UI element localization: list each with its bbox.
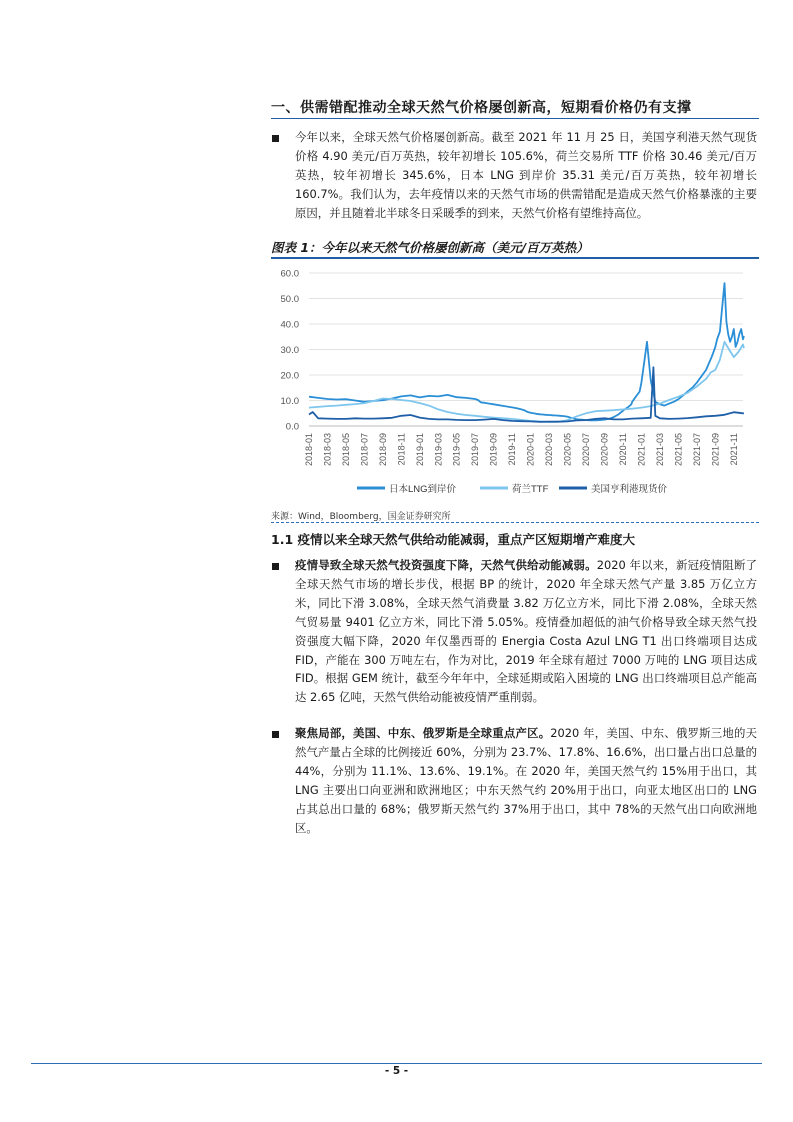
y-tick-label: 50.0 <box>280 294 299 305</box>
section-rule <box>271 118 759 119</box>
bullet-icon <box>272 563 279 570</box>
x-tick-label: 2018-01 <box>304 433 314 467</box>
footer-rule <box>31 1063 762 1064</box>
x-tick-label: 2018-03 <box>322 433 333 467</box>
y-tick-label: 60.0 <box>280 268 299 280</box>
x-tick-label: 2019-01 <box>414 433 425 467</box>
y-tick-label: 20.0 <box>280 370 299 382</box>
price-chart <box>271 258 759 506</box>
x-tick-label: 2020-09 <box>599 433 610 467</box>
bullet-paragraph-supply <box>295 556 757 707</box>
x-tick-label: 2019-11 <box>507 433 518 466</box>
x-tick-label: 2020-07 <box>581 433 592 467</box>
chart-gridlines <box>309 273 743 426</box>
x-tick-label: 2020-05 <box>562 433 573 467</box>
x-tick-label: 2021-01 <box>636 433 647 467</box>
chart-legend <box>357 483 668 495</box>
bullet-text-supply: 2020 年以来，新冠疫情阻断了全球天然气市场的增长步伐，根据 BP 的统计，2020 年全球天然气产量 3.85 万亿立方米，同比下滑 3.08%，全球天然气消费量 3.82 万亿立方米，同比下滑 2.08%，全球天然气贸易量 9401 亿立方米，同比下滑 5.05%。疫情叠加超低的油气价格导致全球天然气投资强度大幅下降，2020 年仅墨西哥的 Energia Costa Azul LNG T1 出口终端项目达成 FID，产能在 300 万吨左右，作为对比，2019 年全球有超过 7000 万吨的 LNG 项目达成 FID。根据 GEM 统计，截至今年年中，全球延期或陷入困境的 LNG 出口终端项目总产能高达 2.65 亿吨，天然气供给动能被疫情严重削弱。 <box>295 558 757 705</box>
y-tick-label: 30.0 <box>280 345 299 356</box>
x-tick-label: 2020-03 <box>544 433 555 467</box>
bullet-icon <box>272 731 279 738</box>
chart-series-lines <box>309 283 744 422</box>
series-line <box>309 283 744 420</box>
legend-label: 美国亨利港现货价 <box>591 484 668 495</box>
x-tick-label: 2021-11 <box>728 433 739 466</box>
figure-title: 图表 1：今年以来天然气价格屡创新高（美元/百万英热） <box>271 237 759 259</box>
x-tick-label: 2020-11 <box>617 433 628 466</box>
x-axis-ticks <box>304 433 739 466</box>
x-tick-label: 2018-05 <box>340 433 351 467</box>
x-tick-label: 2019-05 <box>451 433 462 467</box>
y-tick-label: 10.0 <box>280 396 299 407</box>
series-line <box>309 342 744 422</box>
x-tick-label: 2021-09 <box>710 433 721 467</box>
x-tick-label: 2020-01 <box>525 433 536 467</box>
legend-label: 日本LNG到岸价 <box>389 484 457 495</box>
subsection-title: 1.1 疫情以来全球天然气供给动能减弱，重点产区短期增产难度大 <box>271 532 635 547</box>
x-tick-label: 2018-07 <box>359 433 370 467</box>
bullet-lead-regions: 聚焦局部，美国、中东、俄罗斯是全球重点产区。 <box>295 726 551 740</box>
bullet-text-regions: 2020 年，美国、中东、俄罗斯三地的天然气产量占全球的比例接近 60%，分别为 23.7%、17.8%、16.6%，出口量占出口总量的 44%，分别为 11.1%、13.6%、19.1%。在 2020 年，美国天然气约 15%用于出口，其 LNG 主要出口向亚洲和欧洲地区；中东天然气约 20%用于出口，向亚太地区出口的 LNG 占其总出口量的 68%；俄罗斯天然气约 37%用于出口，其中 78%的天然气出口向欧洲地区。 <box>295 726 757 835</box>
bullet-lead-supply: 疫情导致全球天然气投资强度下降，天然气供给动能减弱。 <box>295 558 597 572</box>
x-tick-label: 2021-03 <box>654 433 665 467</box>
y-tick-label: 0.0 <box>285 421 299 433</box>
x-tick-label: 2018-11 <box>396 433 407 466</box>
x-tick-label: 2019-07 <box>470 433 481 467</box>
y-axis-ticks <box>281 269 300 433</box>
source-rule <box>271 522 759 523</box>
figure-source: 来源：Wind，Bloomberg，国金证券研究所 <box>271 512 451 522</box>
x-tick-label: 2021-05 <box>673 433 684 467</box>
x-tick-label: 2021-07 <box>691 433 702 467</box>
intro-paragraph: 今年以来，全球天然气价格屡创新高。截至 2021 年 11 月 25 日，美国亨利港天然气现货价格 4.90 美元/百万英热，较年初增长 105.6%，荷兰交易所 TTF 价格 30.46 美元/百万英热，较年初增长 345.6%，日本 LNG 到岸价 35.31 美元/百万英热，较年初增长 160.7%。我们认为，去年疫情以来的天然气市场的供需错配是造成天然气价格暴涨的主要原因，并且随着北半球冬日采暖季的到来，天然气价格有望维持高位。 <box>295 130 757 220</box>
x-tick-label: 2019-09 <box>488 433 499 467</box>
bullet-icon <box>272 135 279 142</box>
x-tick-label: 2018-09 <box>377 433 388 467</box>
y-tick-label: 40.0 <box>280 319 299 331</box>
section-title: 一、供需错配推动全球天然气价格屡创新高，短期看价格仍有支撑 <box>271 100 692 116</box>
page-number: - 5 - <box>384 1065 409 1077</box>
bullet-paragraph-regions <box>295 724 757 837</box>
legend-label: 荷兰TTF <box>512 484 549 495</box>
x-tick-label: 2019-03 <box>433 433 444 467</box>
